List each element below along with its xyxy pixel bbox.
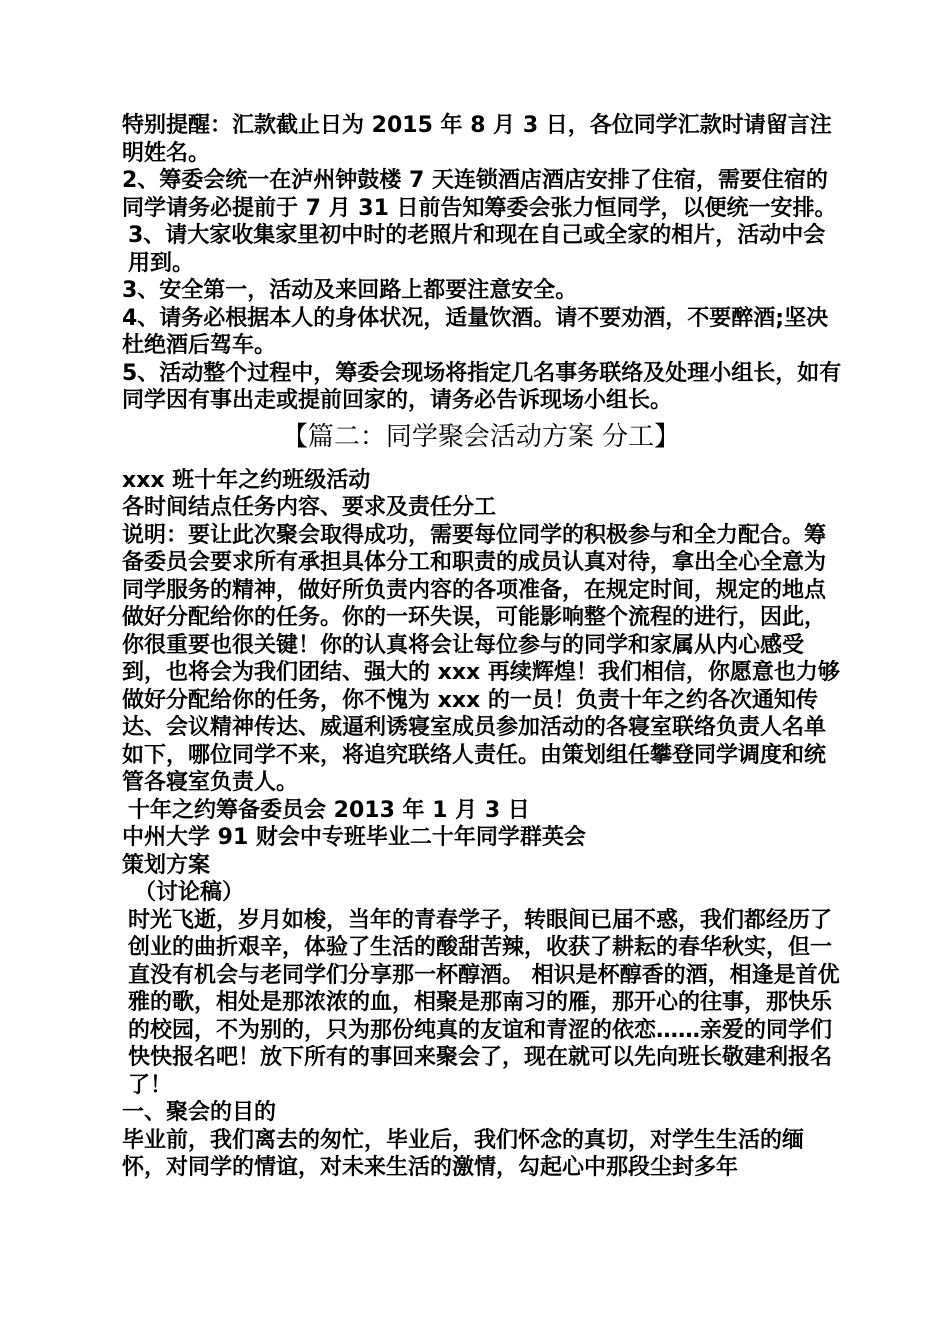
intro-paragraph: 时光飞逝，岁月如梭，当年的青春学子，转眼间已届不惑，我们都经历了创业的曲折艰辛，体验了生活的酸甜苦辣，收获了耕耘的春华秋实，但一直没有机会与老同学们分享那一杯醇酒。 相识是杯醇香的酒，相逢是首优雅的歌，相处是那浓浓的血，相聚是那南习的雁，那开心的往事，那快乐的校园，不为别的，只为那份纯真的友谊和青涩的依恋……亲爱的同学们快快报名吧！放下所有的事回来聚会了，现在就可以先向班长敬建利报名了！ [128,907,840,1098]
draft-label: （讨论稿） [134,880,245,905]
class-activity-title: xxx 班十年之约班级活动 [122,467,371,493]
purpose-heading: 一、聚会的目的 [122,1100,277,1125]
task-subtitle: 各时间结点任务内容、要求及责任分工 [122,495,497,520]
explanation-paragraph: 说明：要让此次聚会取得成功，需要每位同学的积极参与和全力配合。筹备委员会要求所有承担具体分工和职责的成员认真对待，拿出全心全意为同学服务的精神，做好所负责内容的各项准备，在规定时间，规定的地点做好分配给你的任务。你的一环失误，可能影响整个流程的进行，因此，你很重要也很关键！你的认真将会让每位参与的同学和家属从内心感受到，也将会为我们团结、强大的 xxx 再续辉煌！我们相信，你愿意也力够做好分配给你的任务，你不愧为 xxx 的一员！负责十年之约各次通知传达、会议精神传达、威逼利诱寝室成员参加活动的各寝室联络负责人名单如下，哪位同学不来，将追究联络人责任。由策划组任攀登同学调度和统管各寝室负责人。 [122,522,840,795]
plan-title: 策划方案 [122,852,211,878]
document-page [116,112,846,1182]
photos-paragraph: 3、请大家收集家里初中时的老照片和现在自己或全家的相片，活动中会用到。 [128,223,826,276]
safety-paragraph: 3、安全第一，活动及来回路上都要注意安全。 [122,278,578,303]
committee-date-line: 十年之约筹备委员会 2013 年 1 月 3 日 [128,797,530,823]
section-heading: 【篇二：同学聚会活动方案 分工】 [281,421,681,452]
purpose-paragraph: 毕业前，我们离去的匆忙，毕业后，我们怀念的真切，对学生生活的缅怀，对同学的情谊，对未来生活的激情，勾起心中那段尘封多年 [122,1127,805,1180]
reunion-title: 中州大学 91 财会中专班毕业二十年同学群英会 [122,825,586,850]
leader-paragraph: 5、活动整个过程中，筹委会现场将指定几名事务联络及处理小组长，如有同学因有事出走或提前回家的，请务必告诉现场小组长。 [122,360,842,413]
drinking-paragraph: 4、请务必根据本人的身体状况，适量饮酒。请不要劝酒，不要醉酒;坚决杜绝酒后驾车。 [122,305,829,358]
accommodation-paragraph: 2、筹委会统一在泸州钟鼓楼 7 天连锁酒店酒店安排了住宿，需要住宿的同学请务必提前于 7 月 31 日前告知筹委会张力恒同学，以便统一安排。 [122,168,837,221]
reminder-paragraph: 特别提醒：汇款截止日为 2015 年 8 月 3 日，各位同学汇款时请留言注明姓名。 [122,113,832,166]
